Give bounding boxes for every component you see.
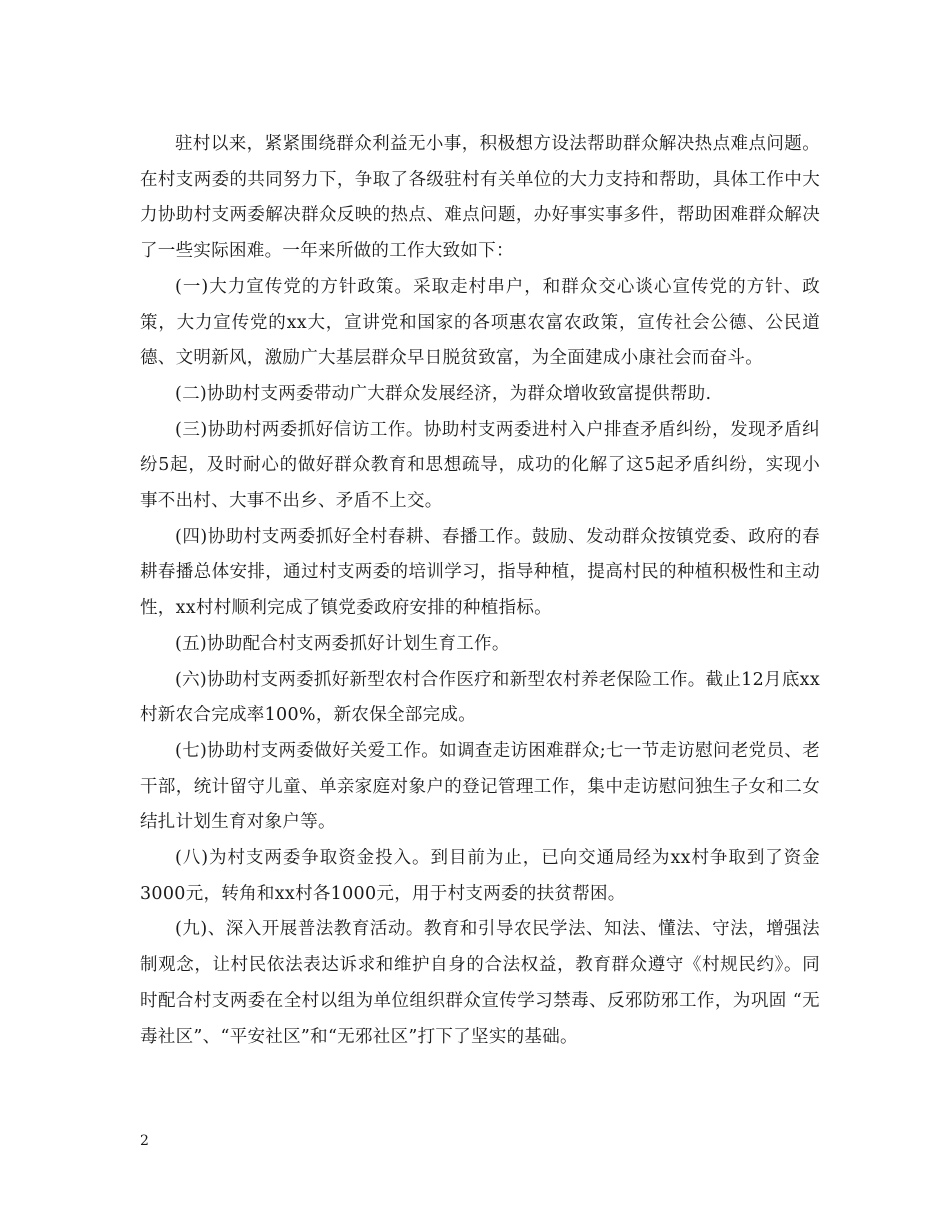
paragraph-item-9: (九)、深入开展普法教育活动。教育和引导农民学法、知法、懂法、守法，增强法制观念，让村民依法表达诉求和维护自身的合法权益，教育群众遵守《村规民约》。同时配合村支两委在全村以组为单位组织群众宣传学习禁毒、反邪防邪工作，为巩固 “无毒社区”、“平安社区”和“无邪社区”打下了坚实的基础。 [140, 919, 820, 1047]
paragraph-item-8: (八)为村支两委争取资金投入。到目前为止，已向交通局经为xx村争取到了资金3000元，转角和xx村各1000元，用于村支两委的扶贫帮困。 [140, 848, 820, 904]
paragraph-item-6: (六)协助村支两委抓好新型农村合作医疗和新型农村养老保险工作。截止12月底xx村新农合完成率100%，新农保全部完成。 [140, 669, 820, 726]
page-number: 2 [140, 1133, 149, 1149]
paragraph-item-4: (四)协助村支两委抓好全村春耕、春播工作。鼓励、发动群众按镇党委、政府的春耕春播总体安排，通过村支两委的培训学习，指导种植，提高村民的种植积极性和主动性，xx村村顺利完成了镇党委政府安排的种植指标。 [140, 526, 820, 619]
paragraph-intro: 驻村以来，紧紧围绕群众利益无小事，积极想方设法帮助群众解决热点难点问题。在村支两委的共同努力下，争取了各级驻村有关单位的大力支持和帮助，具体工作中大力协助村支两委解决群众反映的热点、难点问题，办好事实事多件，帮助困难群众解决了一些实际困难。一年来所做的工作大致如下： [140, 134, 820, 262]
paragraph-item-5: (五)协助配合村支两委抓好计划生育工作。 [175, 633, 510, 654]
paragraph-item-3: (三)协助村两委抓好信访工作。协助村支两委进村入户排查矛盾纠纷，发现矛盾纠纷5起，及时耐心的做好群众教育和思想疏导，成功的化解了这5起矛盾纠纷，实现小事不出村、大事不出乡、矛盾不上交。 [140, 419, 820, 512]
paragraph-item-1: (一)大力宣传党的方针政策。采取走村串户，和群众交心谈心宣传党的方针、政策，大力宣传党的xx大，宣讲党和国家的各项惠农富农政策，宣传社会公德、公民道德、文明新风，激励广大基层群众早日脱贫致富，为全面建成小康社会而奋斗。 [140, 276, 820, 369]
document-body [140, 127, 820, 1055]
paragraph-item-7: (七)协助村支两委做好关爱工作。如调查走访困难群众;七一节走访慰问老党员、老干部，统计留守儿童、单亲家庭对象户的登记管理工作，集中走访慰问独生子女和二女结扎计划生育对象户等。 [140, 740, 820, 833]
paragraph-item-2: (二)协助村支两委带动广大群众发展经济，为群众增收致富提供帮助. [175, 383, 712, 404]
